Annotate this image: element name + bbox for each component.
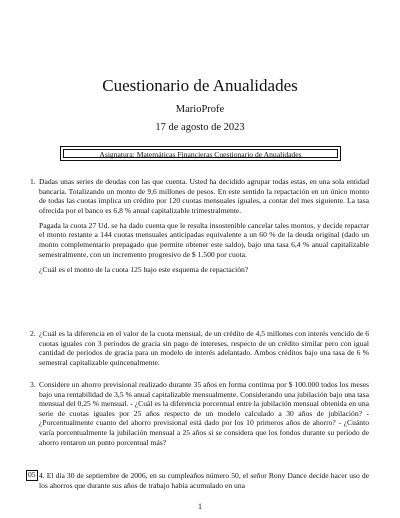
document-author: MarioProfe	[175, 104, 225, 115]
question-text-body: El día 30 de septiembre de 2006, en su cumpleaños número 50, el señor Rony Dance decide hacer uso de los ahorros que durante sus años de trabajo había acumulado en una	[39, 471, 369, 490]
subject-box	[60, 146, 341, 161]
question-3	[30, 380, 369, 447]
subject-label: Asignatura: Matemáticas Financieras Cuestionario de Anualidades	[63, 149, 338, 158]
question-text: Considere un ahorro previsional realizado durante 35 años en forma continua por $ 100.000 todos los meses bajo una rentabilidad de 3,5 % anual capitalizable mensualmente. Considerando una jubilación bajo una tasa mensual del 0,25 % mensual. - ¿Cuál es la diferencia porcentual entre la jubilación mensual obtenida en una serie de cuotas iguales por 25 años respecto de un modelo calculado a 30 años de jubilación? - ¿Porcentualmente cuanto del ahorro previsional está dado por los 10 primeros años de ahorro? - ¿Cuánto varía porcentualmente la jubilación mensual a 25 años si se considera que los fondos durante su período de ahorro rentaron un punto porcentual más?	[39, 380, 369, 447]
question-2	[30, 329, 369, 367]
question-text: ¿Cuál es el monto de la cuota 125 bajo este esquema de repactación?	[39, 264, 249, 274]
document-title: Cuestionario de Anualidades	[102, 76, 298, 95]
question-text: Dadas unas series de deudas con las que cuenta. Usted ha decidido agrupar todas estas, en una sola entidad bancaria. Totalizando un monto de 9,6 millones de pesos. En este sentido la repactación en un único monto de todas las cuotas implica un crédito por 120 cuotas mensuales iguales, a contar del mes siguiente. La tasa ofrecida por el banco es 6,8 % anual capitalizable trimestralmente.	[39, 177, 369, 215]
question-4	[28, 470, 369, 490]
question-text: Pagada la cuota 27 Ud. se ha dado cuenta que le resulta insostenible cancelar tales montos, y decide repactar el monto restante a 144 cuotas mensuales anticipadas equivalente a un 60 % de la deuda original (dado un monto complementario prepagado que permite obtener este saldo), bajo una tasa 6,4 % anual capitalizable semestralmente, con un incremento progresivo de $ 1.500 por cuota.	[39, 220, 369, 259]
question-text	[39, 471, 369, 490]
question-number: 2.	[30, 329, 36, 338]
question-marker-box: 05	[28, 470, 36, 479]
question-number: 4.	[39, 471, 45, 480]
question-number: 1.	[30, 177, 36, 186]
question-1	[30, 177, 369, 274]
question-text: ¿Cuál es la diferencia en el valor de la cuota mensual, de un crédito de 4,5 millones con interés vencido de 6 cuotas iguales con 3 períodos de gracia sin pago de intereses, respecto de un crédito similar pero con igual cantidad de períodos de gracia para un modelo de interés adelantado. Ambos créditos bajo una tasa de 6 % semestral capitalizable quincenalmente.	[39, 329, 369, 367]
page-number: 1	[198, 502, 202, 511]
question-number: 3.	[30, 380, 36, 389]
document-date: 17 de agosto de 2023	[155, 122, 245, 133]
